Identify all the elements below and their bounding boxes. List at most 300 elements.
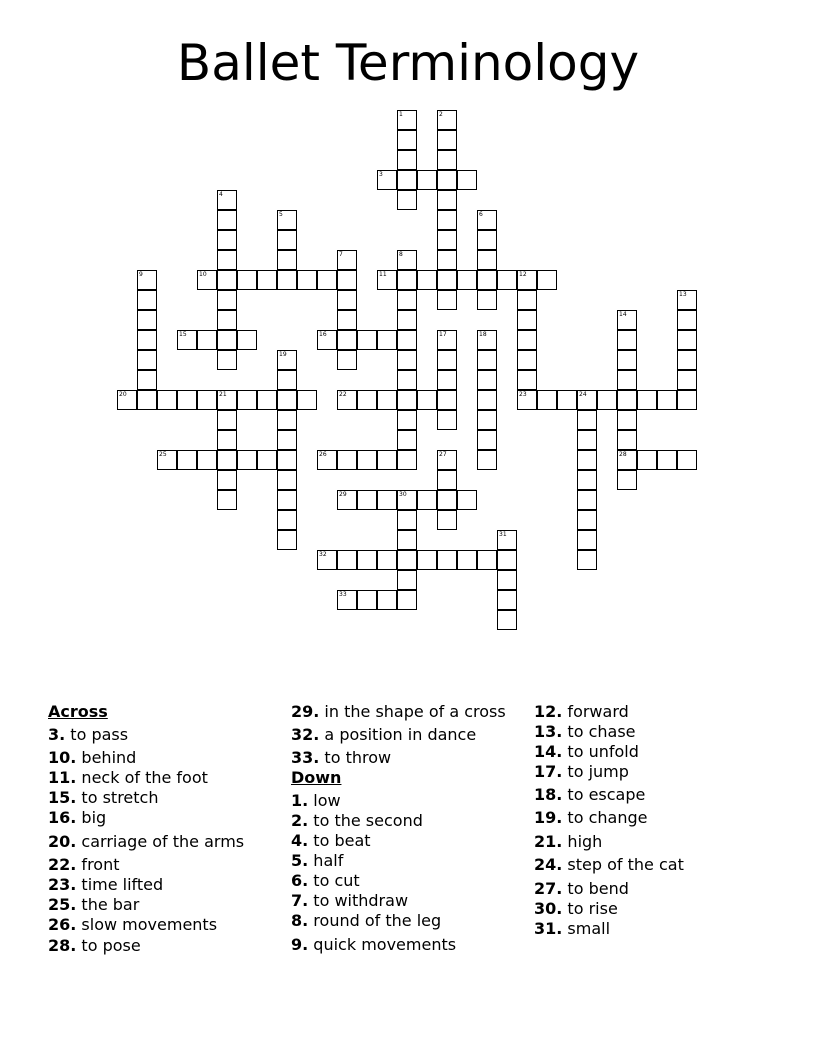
clue-number: 19	[279, 351, 287, 358]
clue-number: 10	[199, 271, 207, 278]
grid-cell[interactable]	[617, 430, 637, 450]
grid-cell[interactable]	[577, 390, 597, 410]
grid-cell[interactable]	[317, 550, 337, 570]
grid-cell[interactable]	[197, 330, 217, 350]
grid-cell[interactable]	[417, 390, 437, 410]
down-heading: Down	[291, 768, 342, 787]
grid-cell[interactable]	[237, 390, 257, 410]
clue-item	[48, 895, 139, 914]
clue-number-label: 21.	[534, 832, 563, 851]
grid-cell[interactable]	[457, 490, 477, 510]
grid-cell[interactable]	[397, 430, 417, 450]
clue-text: low	[308, 791, 341, 810]
grid-cell[interactable]	[397, 590, 417, 610]
grid-cell[interactable]	[337, 310, 357, 330]
grid-cell[interactable]	[337, 350, 357, 370]
grid-cell[interactable]	[477, 410, 497, 430]
clue-item	[534, 742, 639, 761]
grid-cell[interactable]	[397, 450, 417, 470]
grid-cell[interactable]	[217, 470, 237, 490]
grid-cell[interactable]	[537, 270, 557, 290]
grid-cell[interactable]	[617, 310, 637, 330]
grid-cell[interactable]	[557, 390, 577, 410]
grid-cell[interactable]	[297, 390, 317, 410]
grid-cell[interactable]	[257, 450, 277, 470]
clue-item	[534, 722, 636, 741]
grid-cell[interactable]	[157, 450, 177, 470]
clue-text: to unfold	[562, 742, 639, 761]
grid-cell[interactable]	[337, 330, 357, 350]
clue-number: 3	[379, 171, 383, 178]
grid-cell[interactable]	[397, 110, 417, 130]
clue-item	[48, 808, 106, 827]
clue-number-label: 26.	[48, 915, 77, 934]
grid-cell[interactable]	[197, 450, 217, 470]
grid-cell[interactable]	[477, 390, 497, 410]
grid-cell[interactable]	[477, 210, 497, 230]
grid-cell[interactable]	[397, 350, 417, 370]
clue-number-label: 1.	[291, 791, 309, 810]
grid-cell[interactable]	[157, 390, 177, 410]
grid-cell[interactable]	[497, 530, 517, 550]
clue-number: 12	[519, 271, 527, 278]
clue-number-label: 30.	[534, 899, 563, 918]
grid-cell[interactable]	[117, 390, 137, 410]
grid-cell[interactable]	[477, 430, 497, 450]
clue-number: 26	[319, 451, 327, 458]
clue-number: 20	[119, 391, 127, 398]
clue-item	[48, 915, 217, 934]
grid-cell[interactable]	[477, 450, 497, 470]
clue-number-label: 14.	[534, 742, 563, 761]
grid-cell[interactable]	[437, 470, 457, 490]
grid-cell[interactable]	[337, 290, 357, 310]
grid-cell[interactable]	[197, 390, 217, 410]
clue-text: to withdraw	[308, 891, 409, 910]
clue-number: 17	[439, 331, 447, 338]
clue-item	[291, 891, 408, 910]
grid-cell[interactable]	[517, 290, 537, 310]
grid-cell[interactable]	[477, 290, 497, 310]
grid-cell[interactable]	[617, 350, 637, 370]
grid-cell[interactable]	[277, 470, 297, 490]
grid-cell[interactable]	[397, 250, 417, 270]
grid-cell[interactable]	[617, 410, 637, 430]
clue-text: to cut	[308, 871, 360, 890]
grid-cell[interactable]	[397, 490, 417, 510]
grid-cell[interactable]	[677, 310, 697, 330]
grid-cell[interactable]	[277, 390, 297, 410]
grid-cell[interactable]	[317, 270, 337, 290]
grid-cell[interactable]	[377, 590, 397, 610]
clue-number: 27	[439, 451, 447, 458]
clue-number: 23	[519, 391, 527, 398]
clue-item	[48, 725, 128, 744]
grid-cell[interactable]	[577, 550, 597, 570]
clue-text: to stretch	[76, 788, 159, 807]
grid-cell[interactable]	[397, 190, 417, 210]
grid-cell[interactable]	[437, 370, 457, 390]
grid-cell[interactable]	[277, 490, 297, 510]
clue-text: in the shape of a cross	[319, 702, 506, 721]
grid-cell[interactable]	[477, 370, 497, 390]
grid-cell[interactable]	[397, 530, 417, 550]
grid-cell[interactable]	[217, 330, 237, 350]
clue-number: 6	[479, 211, 483, 218]
grid-cell[interactable]	[597, 390, 617, 410]
grid-cell[interactable]	[277, 510, 297, 530]
grid-cell[interactable]	[477, 350, 497, 370]
grid-cell[interactable]	[437, 550, 457, 570]
grid-cell[interactable]	[137, 310, 157, 330]
clue-item	[48, 768, 208, 787]
clue-number-label: 20.	[48, 832, 77, 851]
grid-cell[interactable]	[677, 390, 697, 410]
clue-number-label: 28.	[48, 936, 77, 955]
grid-cell[interactable]	[457, 550, 477, 570]
grid-cell[interactable]	[437, 190, 457, 210]
grid-cell[interactable]	[177, 450, 197, 470]
grid-cell[interactable]	[677, 450, 697, 470]
grid-cell[interactable]	[677, 330, 697, 350]
grid-cell[interactable]	[477, 270, 497, 290]
clue-item	[48, 788, 158, 807]
grid-cell[interactable]	[437, 170, 457, 190]
clue-number: 7	[339, 251, 343, 258]
grid-cell[interactable]	[497, 610, 517, 630]
clue-text: to bend	[562, 879, 629, 898]
clue-number-label: 10.	[48, 748, 77, 767]
grid-cell[interactable]	[237, 450, 257, 470]
clue-number-label: 19.	[534, 808, 563, 827]
grid-cell[interactable]	[677, 350, 697, 370]
clue-number-label: 33.	[291, 748, 320, 767]
across-heading: Across	[48, 702, 108, 721]
clue-text: to pass	[65, 725, 129, 744]
grid-cell[interactable]	[497, 270, 517, 290]
grid-cell[interactable]	[217, 290, 237, 310]
grid-cell[interactable]	[437, 490, 457, 510]
grid-cell[interactable]	[637, 450, 657, 470]
grid-cell[interactable]	[177, 330, 197, 350]
clue-item	[291, 748, 391, 767]
grid-cell[interactable]	[137, 350, 157, 370]
clue-text: behind	[76, 748, 137, 767]
grid-cell[interactable]	[357, 550, 377, 570]
grid-cell[interactable]	[377, 550, 397, 570]
grid-cell[interactable]	[357, 490, 377, 510]
clue-text: to change	[562, 808, 648, 827]
clue-number-label: 15.	[48, 788, 77, 807]
grid-cell[interactable]	[477, 250, 497, 270]
grid-cell[interactable]	[517, 390, 537, 410]
clue-number-label: 9.	[291, 935, 309, 954]
clue-text: the bar	[76, 895, 140, 914]
grid-cell[interactable]	[437, 290, 457, 310]
clue-text: round of the leg	[308, 911, 442, 930]
clue-number: 31	[499, 531, 507, 538]
clue-text: half	[308, 851, 344, 870]
clue-text: a position in dance	[319, 725, 477, 744]
grid-cell[interactable]	[277, 430, 297, 450]
clue-item	[291, 911, 441, 930]
clue-text: to beat	[308, 831, 371, 850]
grid-cell[interactable]	[217, 190, 237, 210]
grid-cell[interactable]	[437, 230, 457, 250]
clue-item	[534, 919, 610, 938]
grid-cell[interactable]	[377, 270, 397, 290]
grid-cell[interactable]	[317, 450, 337, 470]
grid-cell[interactable]	[437, 330, 457, 350]
clue-text: time lifted	[76, 875, 164, 894]
grid-cell[interactable]	[377, 490, 397, 510]
grid-cell[interactable]	[397, 570, 417, 590]
grid-cell[interactable]	[437, 130, 457, 150]
grid-cell[interactable]	[257, 270, 277, 290]
grid-cell[interactable]	[397, 390, 417, 410]
grid-cell[interactable]	[617, 330, 637, 350]
grid-cell[interactable]	[257, 390, 277, 410]
clue-number: 33	[339, 591, 347, 598]
grid-cell[interactable]	[397, 310, 417, 330]
clue-item	[48, 936, 141, 955]
grid-cell[interactable]	[437, 250, 457, 270]
grid-cell[interactable]	[437, 350, 457, 370]
grid-cell[interactable]	[577, 510, 597, 530]
clue-text: to throw	[319, 748, 392, 767]
clue-number-label: 31.	[534, 919, 563, 938]
grid-cell[interactable]	[217, 430, 237, 450]
grid-cell[interactable]	[137, 270, 157, 290]
grid-cell[interactable]	[577, 490, 597, 510]
grid-cell[interactable]	[577, 530, 597, 550]
clue-number: 14	[619, 311, 627, 318]
grid-cell[interactable]	[217, 390, 237, 410]
grid-cell[interactable]	[397, 170, 417, 190]
grid-cell[interactable]	[137, 370, 157, 390]
grid-cell[interactable]	[437, 450, 457, 470]
puzzle-title: Ballet Terminology	[176, 34, 640, 92]
grid-cell[interactable]	[217, 450, 237, 470]
grid-cell[interactable]	[417, 490, 437, 510]
clue-text: carriage of the arms	[76, 832, 245, 851]
grid-cell[interactable]	[477, 330, 497, 350]
grid-cell[interactable]	[517, 270, 537, 290]
grid-cell[interactable]	[417, 550, 437, 570]
grid-cell[interactable]	[217, 270, 237, 290]
grid-cell[interactable]	[357, 390, 377, 410]
grid-cell[interactable]	[437, 110, 457, 130]
grid-cell[interactable]	[277, 370, 297, 390]
clue-number-label: 27.	[534, 879, 563, 898]
grid-cell[interactable]	[437, 510, 457, 530]
grid-cell[interactable]	[657, 450, 677, 470]
grid-cell[interactable]	[237, 330, 257, 350]
clue-item	[534, 762, 629, 781]
clue-text: to jump	[562, 762, 629, 781]
clue-number-label: 8.	[291, 911, 309, 930]
grid-cell[interactable]	[397, 270, 417, 290]
grid-cell[interactable]	[657, 390, 677, 410]
grid-cell[interactable]	[377, 450, 397, 470]
clue-number: 4	[219, 191, 223, 198]
clue-number-label: 12.	[534, 702, 563, 721]
grid-cell[interactable]	[497, 590, 517, 610]
grid-cell[interactable]	[377, 390, 397, 410]
grid-cell[interactable]	[337, 250, 357, 270]
grid-cell[interactable]	[577, 430, 597, 450]
grid-cell[interactable]	[397, 550, 417, 570]
clue-number: 24	[579, 391, 587, 398]
clue-number-label: 11.	[48, 768, 77, 787]
grid-cell[interactable]	[397, 510, 417, 530]
grid-cell[interactable]	[277, 250, 297, 270]
grid-cell[interactable]	[397, 330, 417, 350]
clue-item	[534, 832, 602, 851]
clue-text: to the second	[308, 811, 423, 830]
grid-cell[interactable]	[357, 450, 377, 470]
grid-cell[interactable]	[517, 370, 537, 390]
clue-text: to chase	[562, 722, 636, 741]
clue-number: 25	[159, 451, 167, 458]
clue-number-label: 29.	[291, 702, 320, 721]
clue-item	[534, 855, 684, 874]
grid-cell[interactable]	[517, 350, 537, 370]
clue-number-label: 7.	[291, 891, 309, 910]
grid-cell[interactable]	[337, 270, 357, 290]
grid-cell[interactable]	[277, 450, 297, 470]
grid-cell[interactable]	[617, 470, 637, 490]
grid-cell[interactable]	[437, 210, 457, 230]
grid-cell[interactable]	[617, 390, 637, 410]
clue-number-label: 23.	[48, 875, 77, 894]
clue-text: to escape	[562, 785, 646, 804]
clue-number: 5	[279, 211, 283, 218]
grid-cell[interactable]	[337, 550, 357, 570]
clue-number-label: 18.	[534, 785, 563, 804]
clue-item	[291, 811, 423, 830]
clue-number: 29	[339, 491, 347, 498]
grid-cell[interactable]	[217, 490, 237, 510]
grid-cell[interactable]	[577, 470, 597, 490]
grid-cell[interactable]	[337, 490, 357, 510]
grid-cell[interactable]	[437, 410, 457, 430]
grid-cell[interactable]	[357, 590, 377, 610]
grid-cell[interactable]	[217, 250, 237, 270]
grid-cell[interactable]	[377, 170, 397, 190]
clue-number: 15	[179, 331, 187, 338]
grid-cell[interactable]	[397, 130, 417, 150]
grid-cell[interactable]	[677, 370, 697, 390]
clue-number-label: 22.	[48, 855, 77, 874]
grid-cell[interactable]	[457, 270, 477, 290]
grid-cell[interactable]	[217, 350, 237, 370]
grid-cell[interactable]	[617, 370, 637, 390]
grid-cell[interactable]	[677, 290, 697, 310]
grid-cell[interactable]	[277, 270, 297, 290]
clue-number-label: 24.	[534, 855, 563, 874]
grid-cell[interactable]	[517, 310, 537, 330]
grid-cell[interactable]	[537, 390, 557, 410]
clue-number: 32	[319, 551, 327, 558]
clue-item	[291, 725, 476, 744]
grid-cell[interactable]	[497, 550, 517, 570]
grid-cell[interactable]	[577, 450, 597, 470]
grid-cell[interactable]	[397, 150, 417, 170]
clue-item	[291, 851, 343, 870]
grid-cell[interactable]	[337, 590, 357, 610]
grid-cell[interactable]	[417, 270, 437, 290]
grid-cell[interactable]	[277, 230, 297, 250]
grid-cell[interactable]	[397, 410, 417, 430]
grid-cell[interactable]	[237, 270, 257, 290]
grid-cell[interactable]	[137, 330, 157, 350]
grid-cell[interactable]	[477, 550, 497, 570]
grid-cell[interactable]	[317, 330, 337, 350]
clue-number-label: 32.	[291, 725, 320, 744]
clue-number: 9	[139, 271, 143, 278]
grid-cell[interactable]	[197, 270, 217, 290]
clue-number-label: 2.	[291, 811, 309, 830]
grid-cell[interactable]	[457, 170, 477, 190]
grid-cell[interactable]	[337, 450, 357, 470]
grid-cell[interactable]	[497, 570, 517, 590]
grid-cell[interactable]	[377, 330, 397, 350]
grid-cell[interactable]	[477, 230, 497, 250]
grid-cell[interactable]	[397, 370, 417, 390]
grid-cell[interactable]	[217, 230, 237, 250]
grid-cell[interactable]	[577, 410, 597, 430]
grid-cell[interactable]	[297, 270, 317, 290]
grid-cell[interactable]	[417, 170, 437, 190]
grid-cell[interactable]	[217, 210, 237, 230]
clue-item	[291, 935, 456, 954]
grid-cell[interactable]	[397, 290, 417, 310]
clue-number-label: 16.	[48, 808, 77, 827]
clue-number: 16	[319, 331, 327, 338]
clue-number: 11	[379, 271, 387, 278]
grid-cell[interactable]	[177, 390, 197, 410]
grid-cell[interactable]	[517, 330, 537, 350]
grid-cell[interactable]	[637, 390, 657, 410]
grid-cell[interactable]	[357, 330, 377, 350]
clue-text: front	[76, 855, 120, 874]
grid-cell[interactable]	[437, 150, 457, 170]
clue-number: 8	[399, 251, 403, 258]
clue-item	[48, 855, 120, 874]
grid-cell[interactable]	[437, 390, 457, 410]
grid-cell[interactable]	[217, 410, 237, 430]
grid-cell[interactable]	[217, 310, 237, 330]
clue-text: to pose	[76, 936, 141, 955]
grid-cell[interactable]	[437, 270, 457, 290]
clue-number: 22	[339, 391, 347, 398]
grid-cell[interactable]	[337, 390, 357, 410]
clue-number-label: 6.	[291, 871, 309, 890]
grid-cell[interactable]	[137, 290, 157, 310]
grid-cell[interactable]	[277, 350, 297, 370]
clue-item	[534, 808, 647, 827]
grid-cell[interactable]	[277, 210, 297, 230]
clue-item	[48, 875, 163, 894]
clue-number-label: 4.	[291, 831, 309, 850]
grid-cell[interactable]	[277, 530, 297, 550]
grid-cell[interactable]	[137, 390, 157, 410]
clue-item	[291, 791, 341, 810]
grid-cell[interactable]	[277, 410, 297, 430]
grid-cell[interactable]	[617, 450, 637, 470]
clue-text: small	[562, 919, 611, 938]
